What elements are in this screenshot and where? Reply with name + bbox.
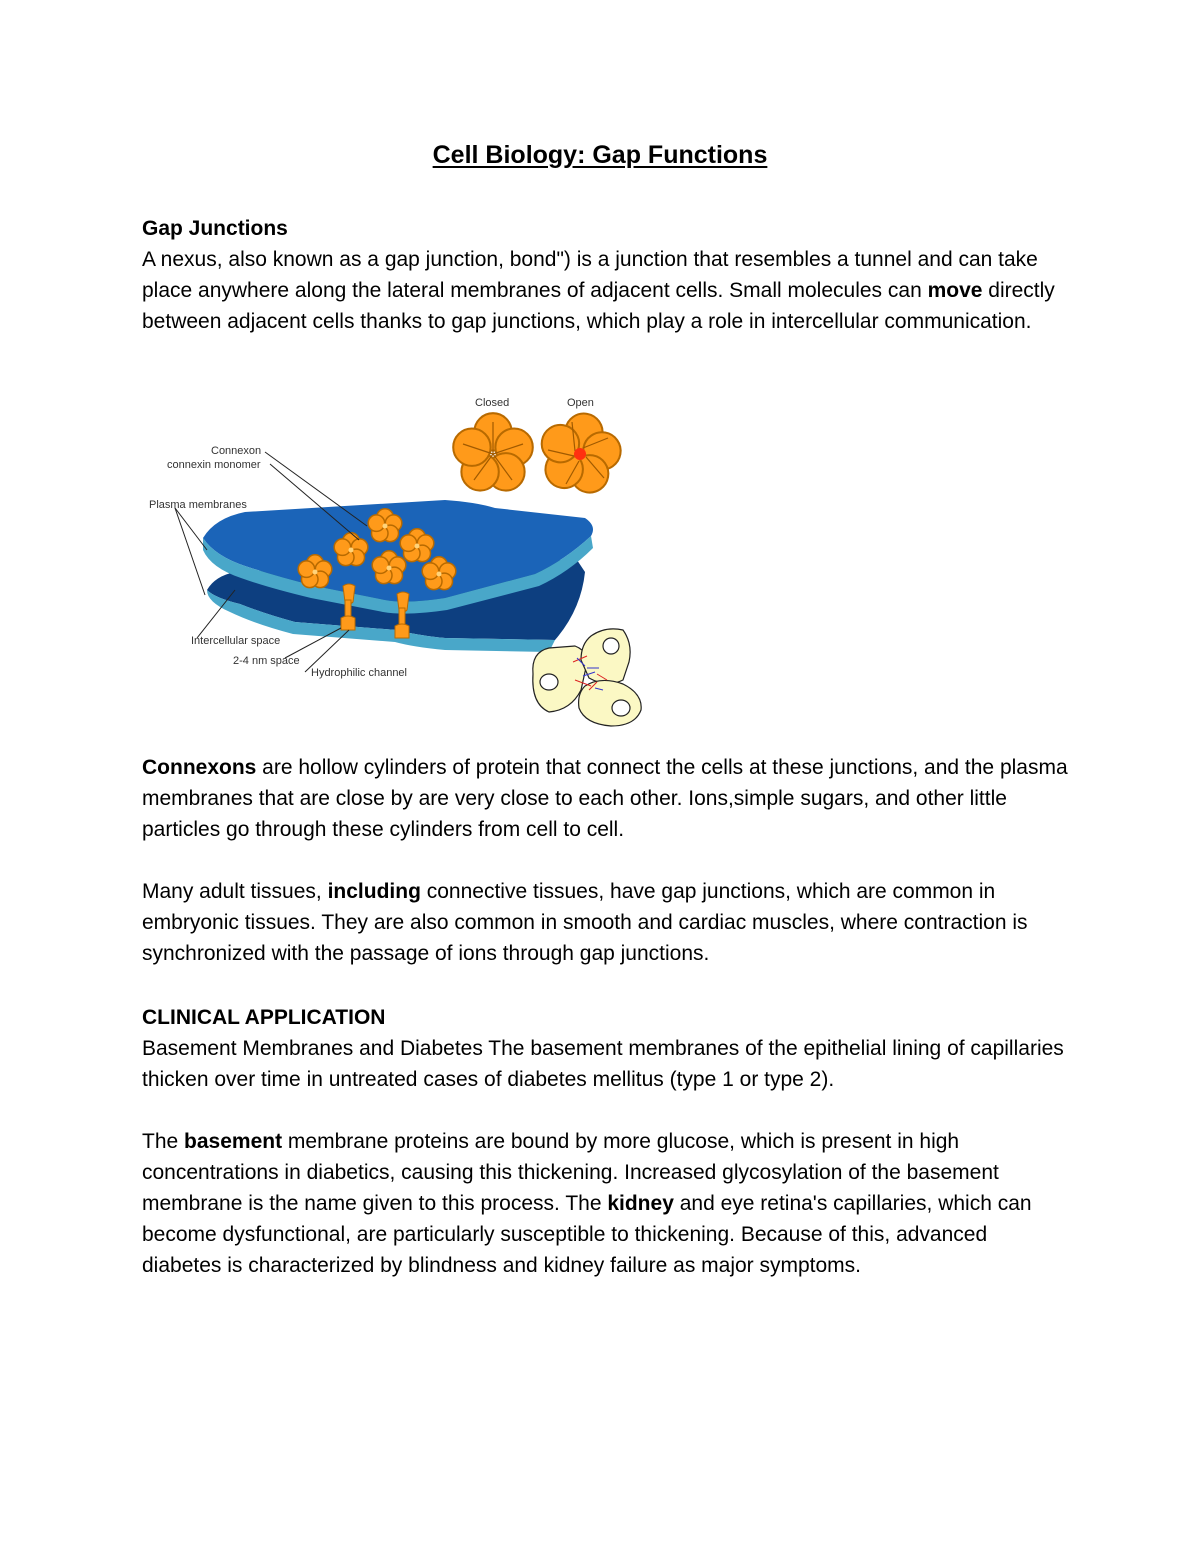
gap-junctions-paragraph: [142, 244, 1072, 337]
closed-connexon-flower: [453, 413, 533, 490]
tissues-section: [142, 876, 1072, 969]
gap-text-1: A nexus, also known as a gap junction, bond") is a junction that resembles a tunnel and can take place anywhere along the lateral membranes of adjacent cells. Small molecules can: [142, 248, 1038, 302]
clinical-section: [142, 1002, 1072, 1095]
basement-text-2: membrane proteins are bound by more glucose, which is present in high concentrations in diabetics, causing this thickening. Increased glycosylation of the basement membrane is the name given to this process. The: [142, 1130, 999, 1215]
connexons-bold: Connexons: [142, 756, 257, 779]
tissues-text-2: connective tissues, have gap junctions, which are common in embryonic tissues. They are also common in smooth and cardiac muscles, where contraction is synchronized with the passage of ions through gap junctions.: [142, 880, 1028, 965]
label-connexin-monomer: connexin monomer: [167, 459, 261, 471]
gap-text-2: directly between adjacent cells thanks to gap junctions, which play a role in intercellular communication.: [142, 279, 1055, 333]
basement-paragraph: [142, 1126, 1072, 1281]
label-intercellular-space: Intercellular space: [191, 635, 281, 647]
gap-junctions-section: [142, 213, 1072, 337]
gap-junction-diagram: [145, 390, 670, 735]
tissues-paragraph: [142, 876, 1072, 969]
page-title: Cell Biology: Gap Functions: [432, 141, 768, 169]
gap-bold-move: move: [927, 279, 983, 302]
open-connexon-flower: [534, 407, 626, 497]
basement-text-1: The: [142, 1130, 185, 1153]
connexons-section: [142, 752, 1072, 845]
basement-section: [142, 1126, 1072, 1281]
label-closed: Closed: [475, 397, 510, 409]
label-hydrophilic-channel: Hydrophilic channel: [311, 667, 407, 679]
clinical-paragraph: Basement Membranes and Diabetes The basement membranes of the epithelial lining of capillaries thicken over time in untreated cases of diabetes mellitus (type 1 or type 2).: [142, 1037, 1064, 1091]
connexons-paragraph: [142, 752, 1072, 845]
gap-junction-illustration: [145, 390, 670, 735]
label-connexon: Connexon: [211, 445, 262, 457]
gap-junctions-heading: Gap Junctions: [142, 217, 288, 240]
label-nm-space: 2-4 nm space: [233, 655, 300, 667]
connexons-text: are hollow cylinders of protein that connect the cells at these junctions, and the plasma membranes that are close by are very close to each other. Ions,simple sugars, and other little particles go through these cylinders from cell to cell.: [142, 756, 1068, 841]
basement-bold-basement: basement: [184, 1130, 283, 1153]
tissues-text-1: Many adult tissues,: [142, 880, 328, 903]
basement-text-3: and eye retina's capillaries, which can become dysfunctional, are particularly susceptible to thickening. Because of this, advanced diabetes is characterized by blindness and kidney failure as major symptoms.: [142, 1192, 1032, 1277]
clinical-heading: CLINICAL APPLICATION: [142, 1006, 386, 1029]
tissues-bold-including: including: [327, 880, 421, 903]
label-open: Open: [567, 397, 594, 409]
basement-bold-kidney: kidney: [607, 1192, 674, 1215]
label-plasma-membranes: Plasma membranes: [149, 499, 247, 511]
